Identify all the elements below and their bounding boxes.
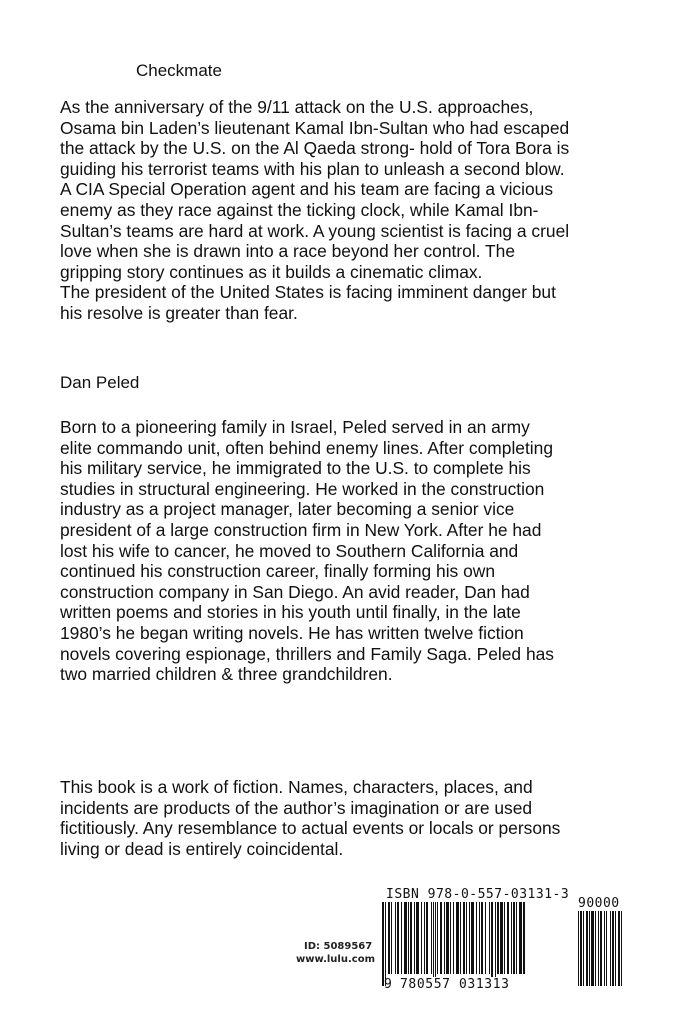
barcode-bar: [589, 911, 590, 986]
barcode-bar: [397, 902, 399, 974]
fiction-disclaimer: [60, 777, 560, 859]
barcode-bar: [618, 911, 620, 986]
barcode-bar: [435, 902, 436, 986]
blurb-line: A CIA Special Operation agent and his team are facing a vicious: [60, 179, 554, 200]
barcode-bar: [495, 902, 496, 986]
barcode-bar: [414, 902, 415, 974]
barcode-bar: [485, 902, 486, 974]
barcode-bar: [610, 911, 611, 986]
blurb-line: guiding his terrorist teams with his plan to unleash a second blow.: [60, 158, 565, 179]
blurb-line: The president of the United States is facing imminent danger but: [60, 282, 556, 303]
barcode-bar: [578, 911, 579, 986]
barcode-bar: [446, 902, 449, 974]
book-blurb: [60, 97, 569, 324]
publisher-url: www.lulu.com: [296, 954, 375, 965]
bio-line: industry as a project manager, later becoming a senior vice: [60, 499, 515, 520]
blurb-line: Sultan’s teams are hard at work. A young scientist is facing a cruel: [60, 220, 570, 241]
barcode-bar: [583, 911, 584, 986]
barcode-bar: [598, 911, 599, 986]
barcode-bar: [456, 902, 459, 974]
author-name: Dan Peled: [60, 373, 140, 392]
barcode-bar: [606, 911, 607, 986]
bio-line: lost his wife to cancer, he moved to Southern California and: [60, 540, 519, 561]
barcode-bar: [481, 902, 483, 974]
disclaimer-line: living or dead is entirely coincidental.: [60, 838, 344, 859]
barcode-bar: [391, 902, 392, 974]
barcode-bar: [580, 911, 582, 986]
barcode-bar: [489, 902, 490, 974]
barcode-bar: [460, 902, 461, 974]
barcode-bar: [440, 902, 442, 974]
barcode-bar: [615, 911, 616, 986]
bio-line: two married children & three grandchildren.: [60, 664, 393, 685]
bio-line: studies in structural engineering. He worked in the construction: [60, 478, 545, 499]
barcode-bar: [516, 902, 517, 974]
barcode-bar: [513, 902, 515, 974]
barcode-bar: [388, 902, 390, 974]
barcode-bar: [612, 911, 614, 986]
barcode-bar: [600, 911, 602, 986]
barcode-bar: [450, 902, 451, 974]
ean-first-digit: 9: [384, 977, 392, 992]
barcode-bar: [424, 902, 425, 974]
barcode-bar: [433, 902, 434, 986]
bio-line: written poems and stories in his youth until finally, in the late: [60, 602, 521, 623]
barcode-bar: [401, 902, 402, 974]
barcode-bar: [469, 902, 470, 974]
author-bio: [60, 417, 554, 685]
bio-line: president of a large construction firm in New York. After he had: [60, 519, 542, 540]
barcode-bar: [507, 902, 509, 974]
barcode-bar: [523, 902, 525, 974]
barcode-bar: [519, 902, 522, 974]
blurb-line: Osama bin Laden’s lieutenant Kamal Ibn-Sultan who had escaped: [60, 117, 570, 138]
barcode-bar: [500, 902, 503, 974]
disclaimer-line: incidents are products of the author’s imagination or are used: [60, 797, 533, 818]
barcode-bar: [504, 902, 505, 974]
barcode-bar: [385, 902, 386, 986]
blurb-line: As the anniversary of the 9/11 attack on the U.S. approaches,: [60, 97, 534, 117]
bio-line: his military service, he immigrated to the U.S. to complete his: [60, 458, 531, 479]
barcode-bar: [479, 902, 480, 974]
bio-line: novels covering espionage, thrillers and Family Saga. Peled has: [60, 643, 554, 664]
barcode-bar: [404, 902, 407, 974]
barcode-bar: [621, 911, 622, 986]
barcode-bar: [395, 902, 396, 974]
barcode-bar: [511, 902, 512, 974]
bio-line: elite commando unit, often behind enemy lines. After completing: [60, 437, 554, 458]
barcode-bar: [426, 902, 428, 974]
disclaimer-line: fictitiously. Any resemblance to actual events or locals or persons: [60, 818, 561, 839]
bio-line: 1980’s he began writing novels. He has written twelve fiction: [60, 622, 524, 643]
barcode-bar: [497, 902, 499, 974]
blurb-line: the attack by the U.S. on the Al Qaeda strong- hold of Tora Bora is: [60, 138, 570, 159]
barcode-bar: [410, 902, 412, 974]
bio-line: Born to a pioneering family in Israel, Peled served in an army: [60, 417, 530, 437]
barcode-bar: [586, 911, 588, 986]
barcode-bar: [466, 902, 467, 974]
bio-line: construction company in San Diego. An avid reader, Dan had: [60, 581, 530, 602]
barcode-bar: [416, 902, 419, 974]
publisher-stamp: [296, 940, 375, 966]
barcode-bar: [382, 902, 384, 986]
barcode-bar: [421, 902, 422, 974]
isbn-label: ISBN 978-0-557-03131-3: [386, 887, 570, 902]
barcode-bar: [408, 902, 409, 974]
publisher-id: ID: 5089567: [304, 941, 373, 952]
barcode-bar: [476, 902, 477, 974]
isbn-barcode: [380, 887, 640, 999]
barcode-bar: [453, 902, 454, 974]
barcode-bar: [604, 911, 605, 986]
barcode-bar: [463, 902, 465, 974]
barcode-bar: [437, 902, 438, 974]
barcode-bar: [491, 902, 493, 986]
blurb-line: gripping story continues as it builds a cinematic climax.: [60, 261, 483, 282]
disclaimer-line: This book is a work of fiction. Names, characters, places, and: [60, 777, 533, 797]
blurb-line: enemy as they race against the ticking clock, while Kamal Ibn-: [60, 199, 539, 220]
bio-line: continued his construction career, finally forming his own: [60, 561, 495, 582]
barcode-bar: [471, 902, 474, 974]
blurb-line: love when she is drawn into a race beyond her control. The: [60, 241, 516, 262]
barcode-bar: [431, 902, 432, 974]
barcode-bar: [444, 902, 445, 974]
barcode-bar: [591, 911, 594, 986]
blurb-line: his resolve is greater than fear.: [60, 302, 298, 323]
ean-digits: 780557 031313: [400, 977, 510, 992]
book-title: Checkmate: [136, 61, 222, 80]
ean13-bars: [380, 902, 572, 988]
addon-code: 90000: [578, 896, 620, 911]
barcode-bar: [595, 911, 596, 986]
addon-bars: [576, 911, 638, 988]
